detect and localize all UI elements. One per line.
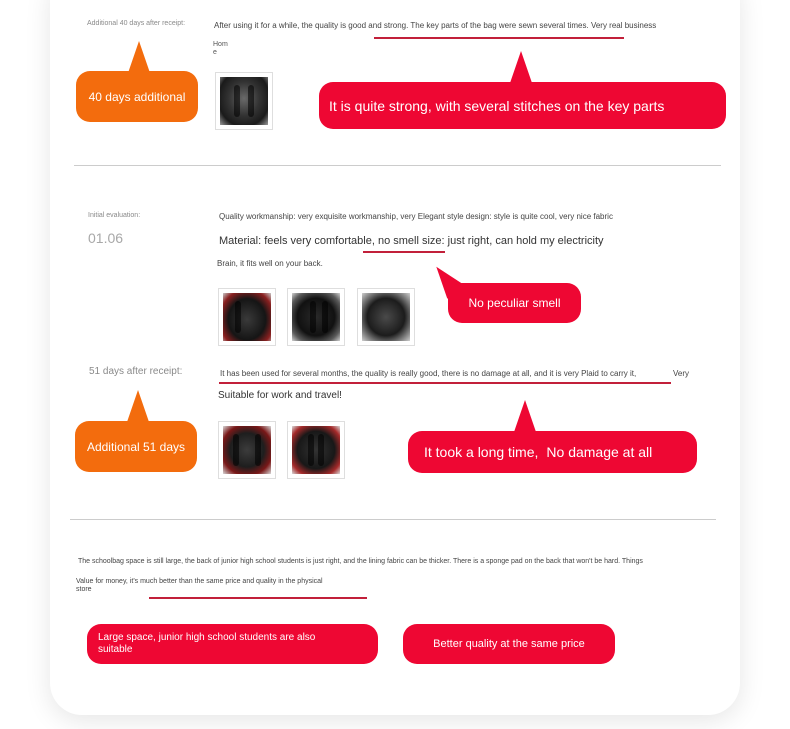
badge-51-days: Additional 51 days — [75, 421, 197, 472]
review3-underline — [219, 382, 671, 384]
review2-line2: Material: feels very comfortable, no smell size: just right, can hold my electricity — [219, 235, 604, 247]
review1-extra: Hom e — [213, 41, 228, 56]
review2-date: 01.06 — [88, 230, 124, 246]
divider-1 — [74, 165, 721, 166]
badge1-pointer — [128, 41, 150, 73]
review3-line2: Suitable for work and travel! — [218, 390, 342, 401]
divider-2 — [70, 519, 716, 520]
review1-text: After using it for a while, the quality is good and strong. The key parts of the bag were sewn several times. Very real business — [214, 21, 657, 30]
callout-no-damage — [408, 431, 697, 473]
review1-label: Additional 40 days after receipt: — [87, 20, 186, 27]
callout-no-damage-b: No damage at all — [546, 444, 653, 460]
review3-line1b: Very — [673, 369, 690, 378]
callout-better-quality: Better quality at the same price — [403, 624, 615, 664]
review2-photo-1[interactable] — [218, 288, 276, 346]
callout-large-space — [87, 624, 378, 664]
review2-underline — [363, 251, 445, 253]
callout3-pointer — [514, 400, 536, 432]
review2-line1: Quality workmanship: very exquisite workmanship, very Elegant style design: style is quite cool, very nice fabric — [219, 212, 613, 221]
review4-line1: The schoolbag space is still large, the back of junior high school students is just right, and the lining fabric can be thicker. There is a sponge pad on the back that won't be hard. Things — [78, 558, 643, 565]
review2-line3: Brain, it fits well on your back. — [217, 259, 323, 268]
callout-no-smell: No peculiar smell — [448, 283, 581, 323]
review1-underline — [374, 37, 624, 39]
review3-photo-1[interactable] — [218, 421, 276, 479]
callout-no-damage-a: It took a long time, — [424, 444, 539, 460]
badge2-pointer — [127, 390, 149, 422]
review1-photo[interactable] — [215, 72, 273, 130]
review3-line1: It has been used for several months, the quality is really good, there is no damage at all, and it is very Plaid to carry it, — [220, 369, 637, 378]
review4-underline — [149, 597, 367, 599]
callout1-pointer — [510, 51, 532, 83]
review3-label: 51 days after receipt: — [89, 366, 183, 377]
review3-photo-2[interactable] — [287, 421, 345, 479]
callout-large-space-text: Large space, junior high school students are also suitable — [98, 632, 316, 655]
review4-line2: Value for money, it's much better than the same price and quality in the physical store — [76, 578, 323, 593]
review2-label: Initial evaluation: — [88, 212, 141, 219]
review2-photo-3[interactable] — [357, 288, 415, 346]
badge-40-days: 40 days additional — [76, 71, 198, 122]
callout-strong-stitches: It is quite strong, with several stitches on the key parts — [319, 82, 726, 129]
review2-photo-2[interactable] — [287, 288, 345, 346]
